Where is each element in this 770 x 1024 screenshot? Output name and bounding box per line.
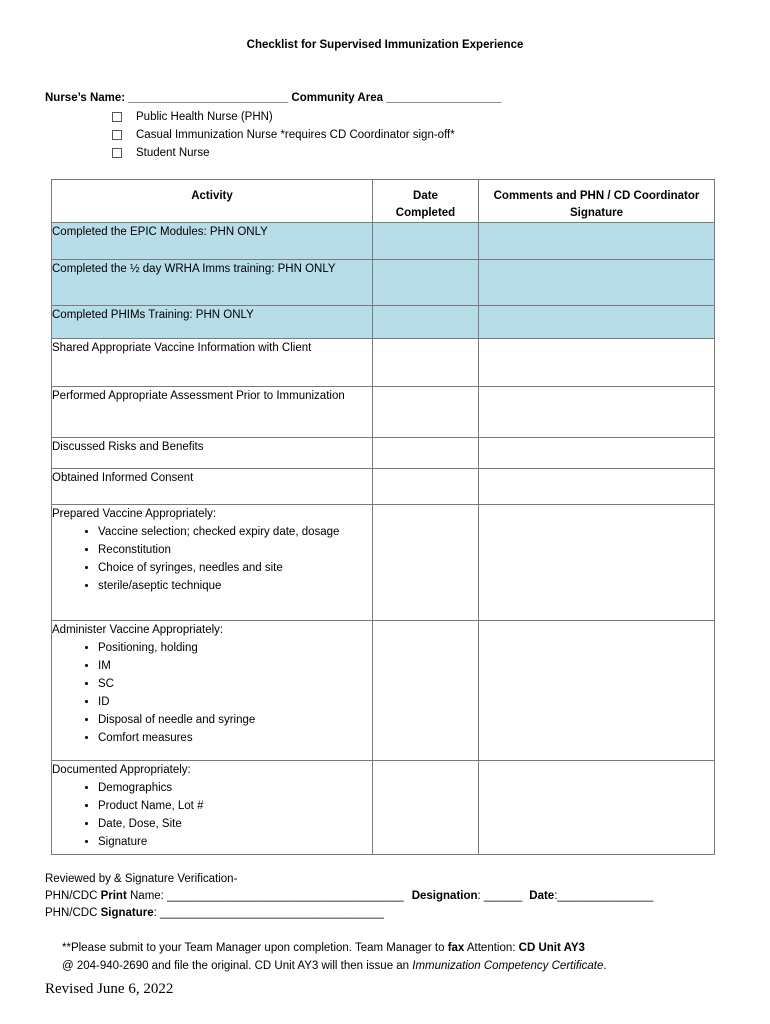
bullet-list — [52, 779, 372, 851]
comments-cell[interactable] — [479, 621, 715, 761]
activity-cell: Discussed Risks and Benefits — [52, 438, 373, 469]
checklist-table — [51, 179, 715, 855]
date-cell[interactable] — [373, 223, 479, 260]
comments-cell[interactable] — [479, 438, 715, 469]
nurse-name-community-line: Nurse’s Name: _________________________ Community Area __________________ — [45, 92, 502, 104]
role-option-phn[interactable] — [112, 108, 455, 126]
bullet-list — [52, 639, 372, 747]
comments-cell[interactable] — [479, 223, 715, 260]
date-cell[interactable] — [373, 260, 479, 306]
comments-cell[interactable] — [479, 387, 715, 438]
bullet-item: • Positioning, holding — [98, 639, 372, 657]
activity-cell: Obtained Informed Consent — [52, 469, 373, 505]
date-cell[interactable] — [373, 761, 479, 855]
header-activity: Activity — [52, 180, 373, 223]
date-cell[interactable] — [373, 306, 479, 339]
review-signature-line: PHN/CDC Signature: ___________________________________ — [45, 907, 384, 919]
bullet-item: • Choice of syringes, needles and site — [98, 559, 372, 577]
activity-heading: Administer Vaccine Appropriately: — [52, 624, 224, 636]
document-title: Checklist for Supervised Immunization Experience — [246, 39, 524, 51]
date-cell[interactable] — [373, 621, 479, 761]
date-cell[interactable] — [373, 469, 479, 505]
date-label: Date — [529, 890, 555, 902]
role-option-student[interactable] — [112, 144, 455, 162]
activity-cell: Completed PHIMs Training: PHN ONLY — [52, 306, 373, 339]
role-label: Casual Immunization Nurse *requires CD Coordinator sign-off* — [136, 129, 455, 141]
checkbox-icon[interactable] — [112, 112, 122, 122]
date-cell[interactable] — [373, 339, 479, 387]
comments-cell[interactable] — [479, 260, 715, 306]
table-row — [52, 761, 715, 855]
comments-cell[interactable] — [479, 505, 715, 621]
bullet-item: • ID — [98, 693, 372, 711]
table-header-row — [52, 180, 715, 223]
bullet-item: • Reconstitution — [98, 541, 372, 559]
note-line-1: **Please submit to your Team Manager upon completion. Team Manager to fax Attention: CD Unit AY3 — [62, 942, 585, 954]
table-row — [52, 260, 715, 306]
comments-cell[interactable] — [479, 306, 715, 339]
date-cell[interactable] — [373, 438, 479, 469]
activity-heading: Documented Appropriately: — [52, 764, 191, 776]
checkbox-icon[interactable] — [112, 148, 122, 158]
date-cell[interactable] — [373, 387, 479, 438]
nurse-role-options — [112, 108, 455, 162]
header-date-completed: Date Completed — [373, 180, 479, 223]
note-line-2: @ 204-940-2690 and file the original. CD Unit AY3 will then issue an Immunization Competency Certificate. — [62, 960, 607, 972]
header-comments-signature: Comments and PHN / CD Coordinator Signature — [479, 180, 715, 223]
comments-cell[interactable] — [479, 339, 715, 387]
bullet-item: • Product Name, Lot # — [98, 797, 372, 815]
revision-date: Revised June 6, 2022 — [45, 981, 174, 997]
bullet-item: • Signature — [98, 833, 372, 851]
date-cell[interactable] — [373, 505, 479, 621]
bullet-item: • Demographics — [98, 779, 372, 797]
bullet-item: • Vaccine selection; checked expiry date, dosage — [98, 523, 372, 541]
table-row — [52, 223, 715, 260]
activity-cell: Completed the ½ day WRHA Imms training: PHN ONLY — [52, 260, 373, 306]
activity-cell — [52, 621, 373, 761]
comments-cell[interactable] — [479, 469, 715, 505]
table-row — [52, 505, 715, 621]
table-row — [52, 438, 715, 469]
review-heading: Reviewed by & Signature Verification- — [45, 873, 238, 885]
table-row — [52, 621, 715, 761]
activity-heading: Prepared Vaccine Appropriately: — [52, 508, 217, 520]
table-row — [52, 387, 715, 438]
checkbox-icon[interactable] — [112, 130, 122, 140]
bullet-item: • IM — [98, 657, 372, 675]
activity-cell: Shared Appropriate Vaccine Information with Client — [52, 339, 373, 387]
bullet-list — [52, 523, 372, 595]
bullet-item: • sterile/aseptic technique — [98, 577, 372, 595]
bullet-item: • Date, Dose, Site — [98, 815, 372, 833]
table-row — [52, 339, 715, 387]
comments-cell[interactable] — [479, 761, 715, 855]
role-label: Public Health Nurse (PHN) — [136, 111, 273, 123]
bullet-item: • Disposal of needle and syringe — [98, 711, 372, 729]
activity-cell: Completed the EPIC Modules: PHN ONLY — [52, 223, 373, 260]
designation-label: Designation — [411, 890, 478, 902]
table-row — [52, 306, 715, 339]
review-print-name-line: PHN/CDC Print Name: _____________________________________ Designation: ______ Date:_______________ — [45, 890, 654, 902]
bullet-item: • Comfort measures — [98, 729, 372, 747]
activity-cell: Performed Appropriate Assessment Prior to Immunization — [52, 387, 373, 438]
role-option-casual[interactable] — [112, 126, 455, 144]
table-row — [52, 469, 715, 505]
activity-cell — [52, 761, 373, 855]
review-section — [45, 871, 653, 922]
bullet-item: • SC — [98, 675, 372, 693]
activity-cell — [52, 505, 373, 621]
submission-note — [62, 939, 607, 975]
role-label: Student Nurse — [136, 147, 210, 159]
